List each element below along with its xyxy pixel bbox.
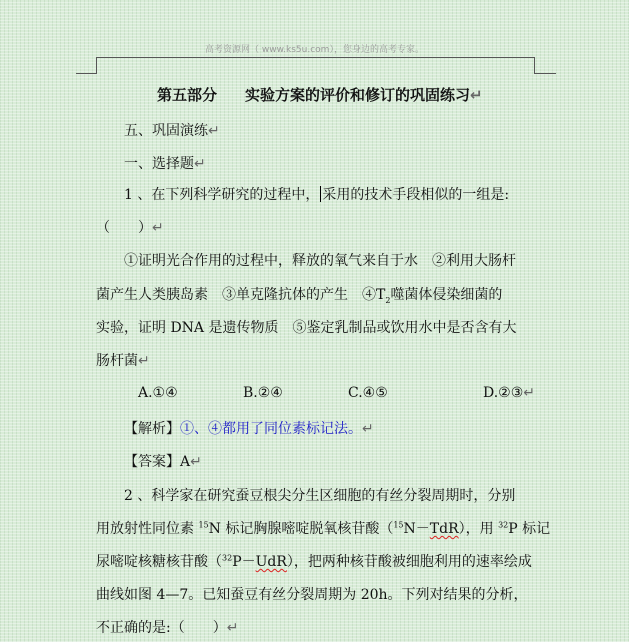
crop-mark-left-h [76,73,97,74]
crop-mark-right-h [534,73,556,74]
page-title [157,84,483,105]
isotope-superscript-15: 15 [198,520,209,530]
q1-items-subscript: 2 [385,295,391,305]
section-heading [124,120,220,140]
q1-items-line2-b: 噬菌体侵染细菌的 [390,287,503,303]
q1-option-b: B.②④ [243,385,283,401]
q2-line3 [96,551,532,571]
q1-items-line4-text: 肠杆菌 [96,353,138,369]
q1-blank [96,217,164,237]
title-subject: 实验方案的评价和修订的巩固练习 [245,86,471,104]
q2-line2-a: 用放射性同位素 [96,521,199,537]
q1-answer [124,451,202,471]
paragraph-mark: ↵ [208,123,220,139]
q1-items-line1: ①证明光合作用的过程中，释放的氧气来自于水 ②利用大肠杆 [124,253,516,269]
q2-line5-text: 不正确的是:（ ） [96,620,227,636]
q1-stem-part1: 1 、在下列科学研究的过程中， [124,187,320,203]
section-heading-text: 五、巩固演练 [124,123,208,139]
crop-mark-left-v [96,57,97,74]
crop-mark-right-v [534,57,535,74]
title-part: 第五部分 [157,86,218,104]
paragraph-mark: ↵ [470,86,483,104]
q1-items-line2 [96,284,502,305]
q2-line3-b: P－ [232,554,256,570]
answer-value: A [180,454,191,470]
paragraph-mark: ↵ [226,620,239,636]
q2-line3-a: 尿嘧啶核糖核苷酸（ [96,554,222,570]
paragraph-mark: ↵ [190,454,202,470]
answer-label: 【答案】 [124,454,180,470]
isotope-superscript-15: 15 [393,520,404,530]
q2-line4: 曲线如图 4—7。已知蚕豆有丝分裂周期为 20h。下列对结果的分析， [96,587,528,603]
q2-line2-c: N－ [403,521,430,537]
paragraph-mark: ↵ [194,156,206,172]
q1-items-line3: 实验，证明 DNA 是遗传物质 ⑤鉴定乳制品或饮用水中是否含有大 [96,320,517,336]
q2-line2 [96,518,550,538]
paragraph-mark: ↵ [523,385,536,401]
q1-items-line4 [96,350,150,370]
paragraph-mark: ↵ [362,421,374,437]
paragraph-mark: ↵ [152,220,164,236]
analysis-label: 【解析】 [124,421,180,437]
paragraph-mark: ↵ [138,353,150,369]
q1-analysis [124,418,374,438]
isotope-superscript-32: 32 [498,520,509,530]
q2-line3-c: ），把两种核苷酸被细胞利用的速率绘成 [286,554,532,570]
q2-line5 [96,617,238,637]
header-rule [96,57,534,58]
q2-line1: 2 、科学家在研究蚕豆根尖分生区细胞的有丝分裂周期时，分别 [124,488,516,504]
q1-stem-part2: 采用的技术手段相似的一组是: [322,187,510,203]
udr-abbrev: UdR [255,554,287,570]
q1-option-a: A.①④ [138,385,178,401]
q1-option-d-text: D.②③ [483,385,524,401]
page-header-note: 高考资源网（ www.ks5u.com），您身边的高考专家。 [205,45,424,55]
analysis-text: ①、④都用了同位素标记法。 [180,421,362,437]
q1-option-d [483,385,535,401]
q1-stem [124,184,509,204]
isotope-superscript-32: 32 [222,553,233,563]
q2-line2-e: P 标记 [508,521,551,537]
tdr-abbrev: TdR [429,521,459,537]
q1-items-line2-a: 菌产生人类胰岛素 ③单克隆抗体的产生 ④T [96,287,386,303]
section-subheading [124,153,206,173]
q2-line2-b: N 标记胸腺嘧啶脱氧核苷酸（ [208,521,394,537]
section-subheading-text: 一、选择题 [124,156,194,172]
q1-blank-text: （ ） [96,220,152,236]
q2-line2-d: ），用 [458,521,499,537]
q1-option-c: C.④⑤ [348,385,388,401]
